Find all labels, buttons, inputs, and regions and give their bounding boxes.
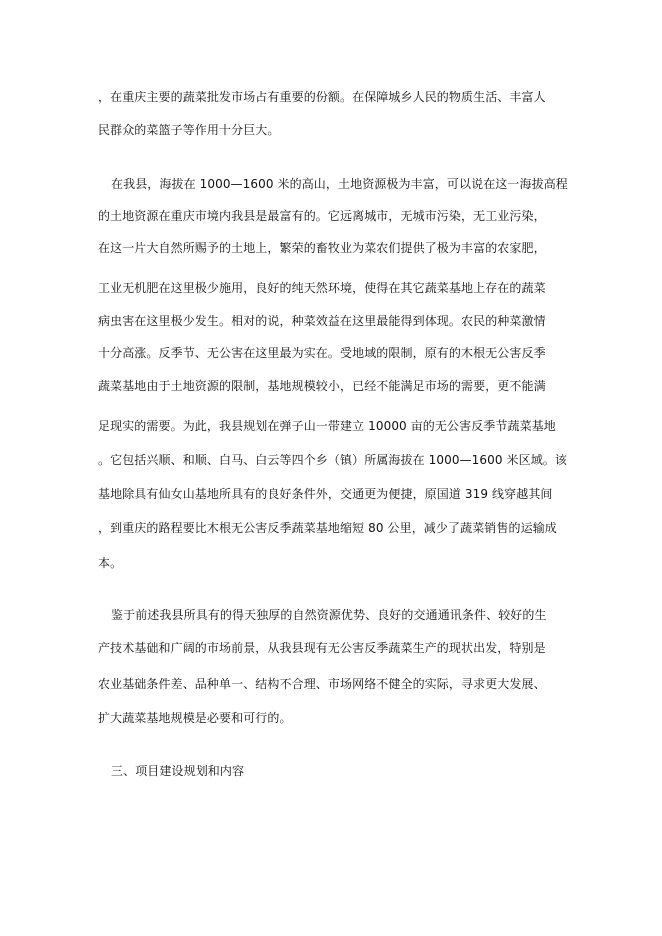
paragraph-1-line: ，在重庆主要的蔬菜批发市场占有重要的份额。在保障城乡人民的物质生活、丰富人 — [98, 90, 546, 104]
paragraph-2-line: 基地除具有仙女山基地所具有的良好条件外，交通更为便捷，原国道 319 线穿越其间 — [98, 487, 553, 501]
paragraph-3-line: 扩大蔬菜基地规模是必要和可行的。 — [98, 711, 292, 725]
paragraph-2-line: 工业无机肥在这里极少施用，良好的纯天然环境，使得在其它蔬菜基地上存在的蔬菜 — [98, 281, 546, 295]
paragraph-2-line: ，到重庆的路程要比木根无公害反季蔬菜基地缩短 80 公里，减少了蔬菜销售的运输成 — [98, 521, 557, 535]
paragraph-2-line: 十分高涨。反季节、无公害在这里最为实在。受地域的限制，原有的木根无公害反季 — [98, 346, 546, 360]
paragraph-2-line: 足现实的需要。为此，我县规划在弹子山一带建立 10000 亩的无公害反季节蔬菜基地 — [98, 419, 556, 433]
paragraph-2-line: 病虫害在这里极少发生。相对的说，种菜效益在这里最能得到体现。农民的种菜激情 — [98, 314, 546, 328]
paragraph-2-line: 蔬菜基地由于土地资源的限制，基地规模较小，已经不能满足市场的需要，更不能满 — [98, 379, 546, 393]
paragraph-2-line: 在这一片大自然所赐予的土地上，繁荣的畜牧业为菜农们提供了极为丰富的农家肥， — [98, 241, 546, 255]
paragraph-3-line: 产技术基础和广阔的市场前景，从我县现有无公害反季蔬菜生产的现状出发，特别是 — [98, 641, 546, 655]
paragraph-2-line: 的土地资源在重庆市境内我县是最富有的。它远离城市，无城市污染，无工业污染， — [98, 209, 546, 223]
paragraph-2-line: 本。 — [98, 556, 123, 570]
paragraph-2-line: 。它包括兴顺、和顺、白马、白云等四个乡（镇）所属海拔在 1000—1600 米区域。该 — [98, 453, 568, 467]
paragraph-3-line: 农业基础条件差、品种单一、结构不合理、市场网络不健全的实际，寻求更大发展、 — [98, 677, 546, 691]
paragraph-1-line: 民群众的菜篮子等作用十分巨大。 — [98, 123, 280, 137]
paragraph-3-line: 鉴于前述我县所具有的得天独厚的自然资源优势、良好的交通通讯条件、较好的生 — [111, 608, 547, 622]
paragraph-2-line: 在我县，海拔在 1000—1600 米的高山，土地资源极为丰富，可以说在这一海拔高程 — [111, 177, 568, 191]
section-heading: 三、项目建设规划和内容 — [111, 764, 245, 778]
